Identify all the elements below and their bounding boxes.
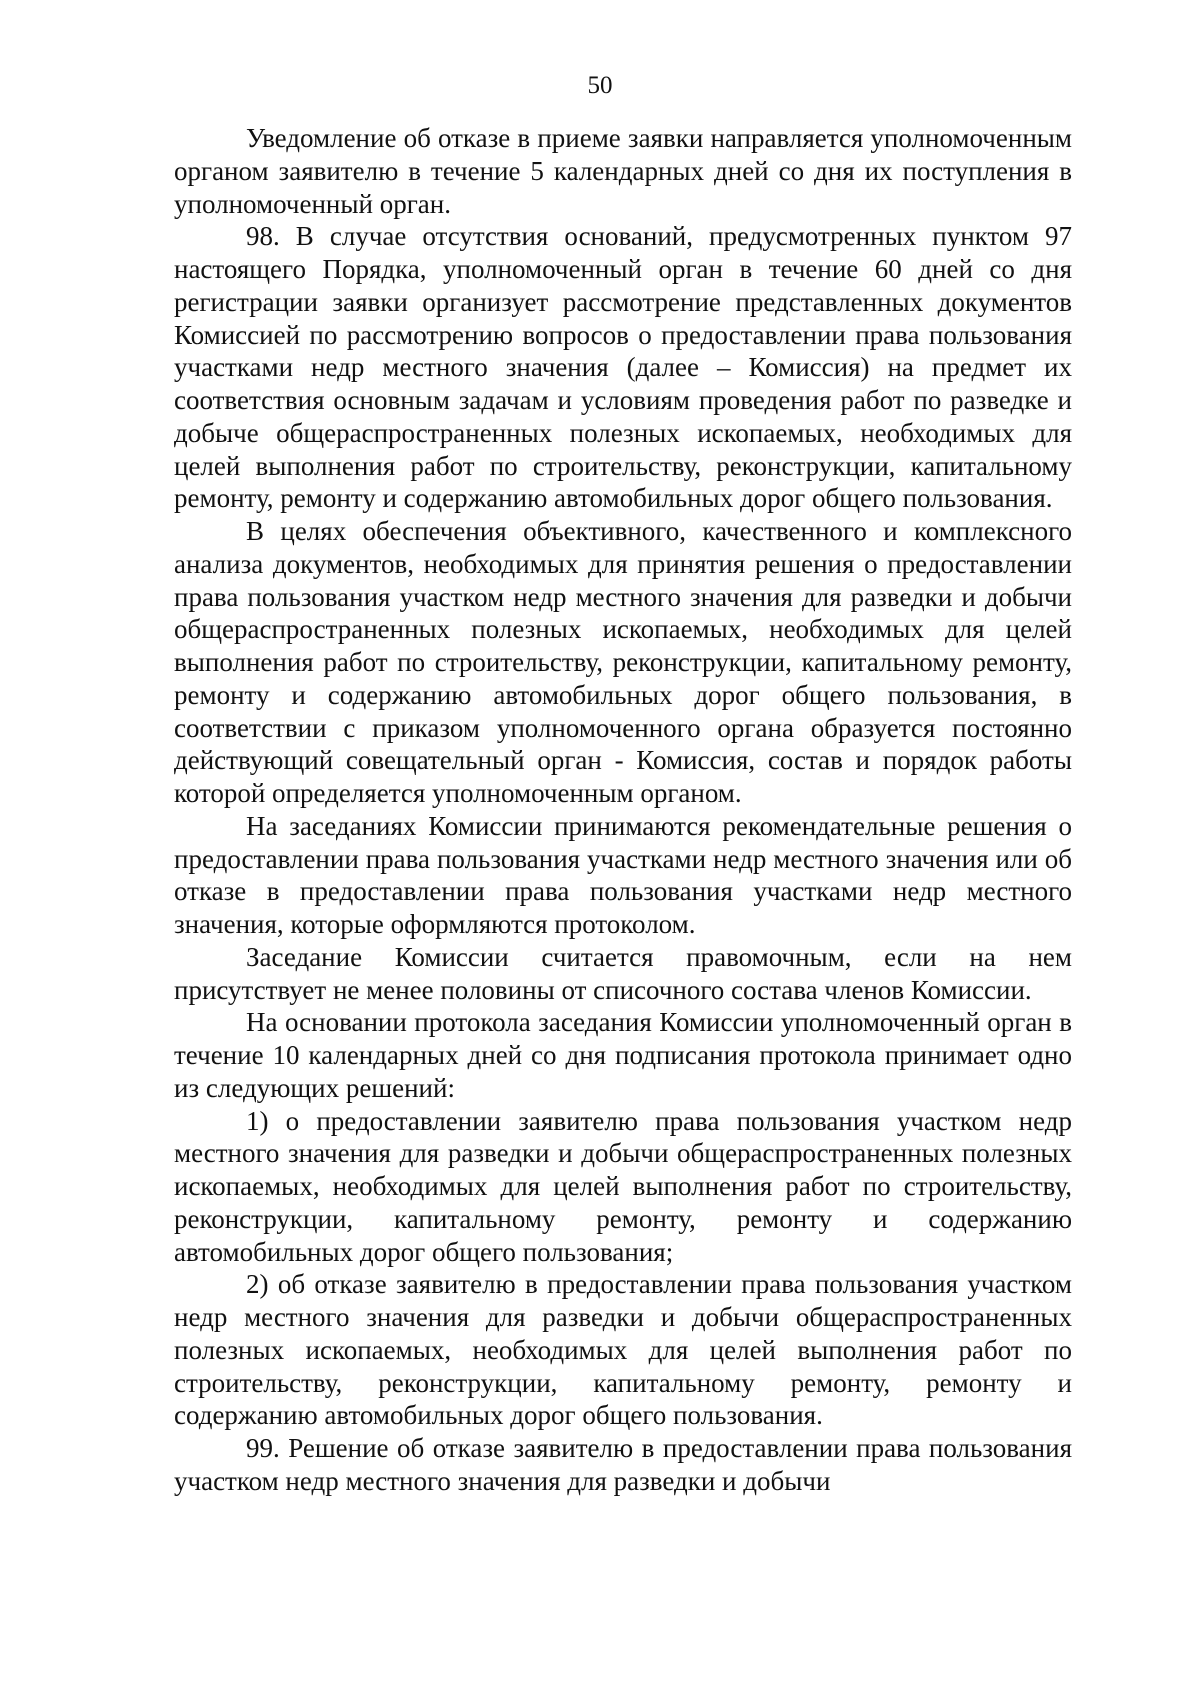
paragraph-refusal-notice: Уведомление об отказе в приеме заявки направляется уполномоченным органом заявителю в течение 5 календарных дней со дня их поступления в уполномоченный орган.	[174, 123, 1072, 219]
page-number: 50	[587, 72, 613, 99]
document-body	[174, 122, 1072, 1498]
paragraph-commission-purpose: В целях обеспечения объективного, качественного и комплексного анализа документов, необходимых для принятия решения о предоставлении права пользования участком недр местного значения для разведки и добычи общераспространенных полезных ископаемых, необходимых для целей выполнения работ по строительству, реконструкции, капитальному ремонту, ремонту и содержанию автомобильных дорог общего пользования, в соответствии с приказом уполномоченного органа образуется постоянно действующий совещательный орган - Комиссия, состав и порядок работы которой определяется уполномоченным органом.	[174, 516, 1072, 808]
paragraph-98: 98. В случае отсутствия оснований, предусмотренных пунктом 97 настоящего Порядка, уполномоченный орган в течение 60 дней со дня регистрации заявки организует рассмотрение представленных документов Комиссией по рассмотрению вопросов о предоставлении права пользования участками недр местного значения (далее – Комиссия) на предмет их соответствия основным задачам и условиям проведения работ по разведке и добыче общераспространенных полезных ископаемых, необходимых для целей выполнения работ по строительству, реконструкции, капитальному ремонту, ремонту и содержанию автомобильных дорог общего пользования.	[174, 221, 1072, 514]
paragraph-commission-meetings: На заседаниях Комиссии принимаются рекомендательные решения о предоставлении права пользования участками недр местного значения или об отказе в предоставлении права пользования участками недр местного значения, которые оформляются протоколом.	[174, 810, 1072, 939]
list-item-grant: 1) о предоставлении заявителю права пользования участком недр местного значения для разведки и добычи общераспространенных полезных ископаемых, необходимых для целей выполнения работ по строительству, реконструкции, капитальному ремонту, ремонту и содержанию автомобильных дорог общего пользования;	[174, 1105, 1072, 1267]
list-item-refuse: 2) об отказе заявителю в предоставлении права пользования участком недр местного значения для разведки и добычи общераспространенных полезных ископаемых, необходимых для целей выполнения работ по строительству, реконструкции, капитальному ремонту, ремонту и содержанию автомобильных дорог общего пользования.	[174, 1269, 1072, 1431]
paragraph-decisions-intro: На основании протокола заседания Комиссии уполномоченный орган в течение 10 календарных дней со дня подписания протокола принимает одно из следующих решений:	[174, 1007, 1072, 1103]
paragraph-99: 99. Решение об отказе заявителю в предоставлении права пользования участком недр местного значения для разведки и добычи	[174, 1433, 1072, 1496]
paragraph-quorum: Заседание Комиссии считается правомочным, если на нем присутствует не менее половины от списочного состава членов Комиссии.	[174, 941, 1072, 1005]
